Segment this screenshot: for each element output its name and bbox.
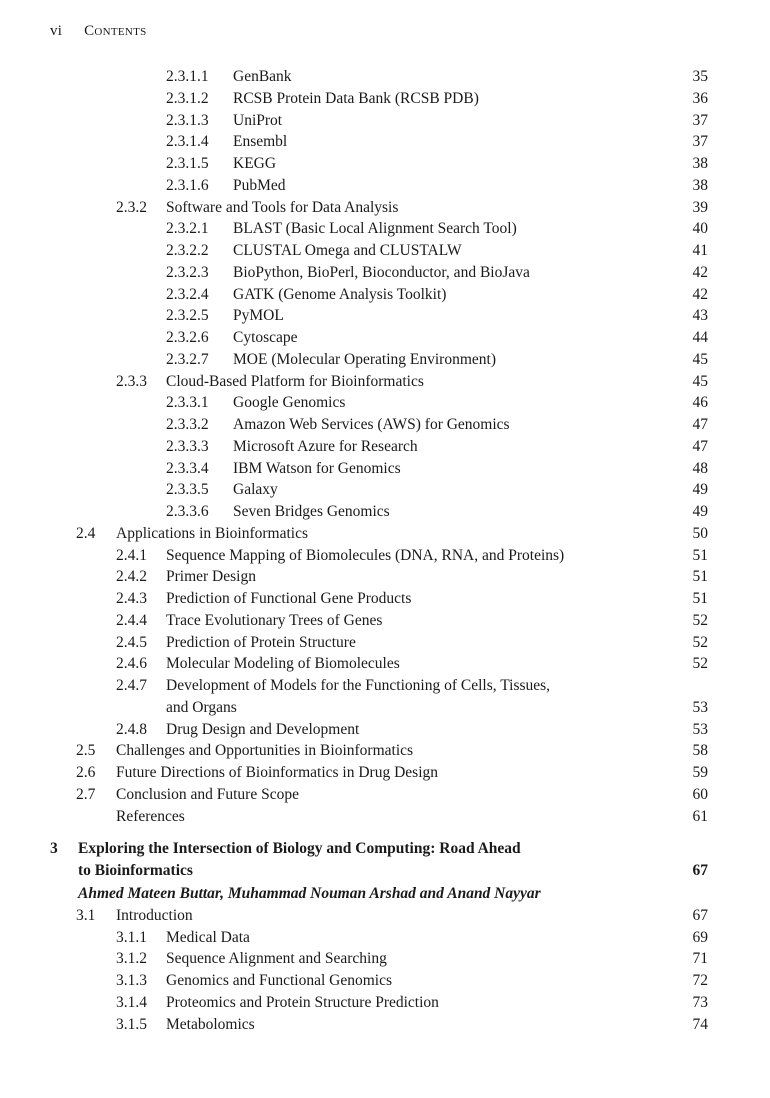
toc-entry-number: 2.4.5 <box>116 633 147 651</box>
toc-entry-title: Drug Design and Development <box>166 720 360 738</box>
toc-entry[interactable] <box>0 197 770 219</box>
toc-entry-number: 2.4.8 <box>116 720 147 738</box>
toc-entry-number: 2.3.3.6 <box>166 503 209 520</box>
toc-entry-title: Microsoft Azure for Research <box>233 437 418 455</box>
toc-entry-number: 2.3.2.7 <box>166 350 209 368</box>
toc-entry-page: 35 <box>692 68 708 85</box>
toc-chapter-3-heading[interactable] <box>0 838 770 860</box>
running-head <box>50 23 147 40</box>
running-head-title: Contents <box>84 23 147 39</box>
toc-entry[interactable] <box>0 110 770 132</box>
toc-entry-title: PyMOL <box>233 307 284 325</box>
toc-entry-title: Future Directions of Bioinformatics in Drug Design <box>116 764 439 781</box>
toc-entry-number: 2.3.1.4 <box>166 133 209 151</box>
toc-entry-number: 2.3.2.4 <box>166 285 209 303</box>
toc-entry-title: Galaxy <box>233 481 278 499</box>
toc-entry-page: 52 <box>692 655 708 673</box>
toc-entry[interactable] <box>0 632 770 654</box>
toc-entry-title: CLUSTAL Omega and CLUSTALW <box>233 242 462 259</box>
toc-entry-number: 2.3.3.2 <box>166 416 209 433</box>
toc-entry-page: 51 <box>692 546 708 564</box>
toc-entry[interactable] <box>0 948 770 970</box>
toc-entry[interactable] <box>0 153 770 175</box>
toc-entry[interactable] <box>0 240 770 262</box>
toc-entry[interactable] <box>0 523 770 545</box>
toc-entry[interactable] <box>0 905 770 927</box>
toc-entry[interactable] <box>0 262 770 284</box>
toc-entry[interactable] <box>0 697 770 719</box>
chapter-title-line-2: to Bioinformatics <box>78 862 193 879</box>
toc-entry-page: 73 <box>692 993 708 1011</box>
toc-entry-number: 2.3.3.5 <box>166 481 209 499</box>
toc-entry-page: 61 <box>692 807 708 825</box>
toc-entry-page: 37 <box>692 133 708 151</box>
toc-entry-page: 67 <box>692 906 708 924</box>
toc-entry-number: 2.3.1.5 <box>166 155 209 172</box>
chapter-title-line-1: Exploring the Intersection of Biology and Computing: Road Ahead <box>78 840 521 858</box>
toc-entry[interactable] <box>0 371 770 393</box>
toc-entry[interactable] <box>0 66 770 88</box>
toc-entry-title: Trace Evolutionary Trees of Genes <box>166 611 383 629</box>
toc-entry[interactable] <box>0 436 770 458</box>
toc-entry-page: 53 <box>692 720 708 738</box>
toc-entry-page: 38 <box>692 176 708 194</box>
toc-entry-page: 60 <box>692 785 708 803</box>
toc-entry-number: 2.4.2 <box>116 568 147 586</box>
toc-entry-number: 3.1.5 <box>116 1015 147 1033</box>
toc-entry-number: 2.6 <box>76 764 96 781</box>
toc-entry-number: 2.4.7 <box>116 677 147 694</box>
toc-entry-title: Cloud-Based Platform for Bioinformatics <box>166 372 424 390</box>
toc-entry-page: 38 <box>692 155 708 172</box>
toc-entry-number: 2.3.2.5 <box>166 307 209 325</box>
toc-entry-title: IBM Watson for Genomics <box>233 459 401 477</box>
toc-entry-title: PubMed <box>233 176 286 194</box>
toc-entry-page: 45 <box>692 372 708 390</box>
toc-entry[interactable] <box>0 545 770 567</box>
toc-entry-title: Development of Models for the Functioning of Cells, Tissues, <box>166 677 551 694</box>
toc-entry-title: GenBank <box>233 68 292 85</box>
toc-entry-number: 2.4 <box>76 524 96 542</box>
toc-entry-title: Sequence Mapping of Biomolecules (DNA, RNA, and Proteins) <box>166 546 565 564</box>
page-number: vi <box>50 23 63 39</box>
toc-entry-page: 49 <box>692 481 708 499</box>
toc-entry[interactable] <box>0 588 770 610</box>
toc-entry-number: 2.4.6 <box>116 655 147 673</box>
toc-entry-title: Sequence Alignment and Searching <box>166 950 387 968</box>
toc-entry[interactable] <box>0 740 770 762</box>
toc-entry[interactable] <box>0 392 770 414</box>
toc-entry-title: Applications in Bioinformatics <box>116 524 309 542</box>
toc-entry-page: 41 <box>692 242 708 259</box>
toc-entry[interactable] <box>0 762 770 784</box>
toc-entry-number: 2.3.1.3 <box>166 111 209 129</box>
toc-entry-number: 2.4.1 <box>116 546 147 564</box>
toc-entry-number: 3.1.2 <box>116 950 147 968</box>
toc-entry-title: BioPython, BioPerl, Bioconductor, and BioJava <box>233 263 530 281</box>
toc-entry-title: Primer Design <box>166 568 256 586</box>
toc-entry[interactable] <box>0 970 770 992</box>
toc-entry-page: 52 <box>692 611 708 629</box>
toc-entry[interactable] <box>0 653 770 675</box>
toc-entry-number: 2.7 <box>76 785 96 803</box>
toc-entry-title: MOE (Molecular Operating Environment) <box>233 350 496 368</box>
toc-entry[interactable] <box>0 414 770 436</box>
toc-entry[interactable] <box>0 218 770 240</box>
toc-entry-title: KEGG <box>233 155 277 172</box>
toc-entry-number: 2.3.2.2 <box>166 242 209 259</box>
toc-entry[interactable] <box>0 349 770 371</box>
toc-entry-number: 3.1 <box>76 906 96 924</box>
toc-entry-title: References <box>116 807 185 825</box>
toc-entry-page: 42 <box>692 285 708 303</box>
toc-entry[interactable] <box>0 927 770 949</box>
toc-entry-number: 2.3.2 <box>116 198 147 216</box>
toc-entry-title: GATK (Genome Analysis Toolkit) <box>233 285 447 303</box>
toc-entry-title: Introduction <box>116 906 193 924</box>
toc-entry[interactable] <box>0 992 770 1014</box>
toc-entry[interactable] <box>0 719 770 741</box>
toc-entry-number: 2.3.2.1 <box>166 220 209 238</box>
toc-entry-number: 2.3.3 <box>116 372 147 390</box>
toc-section-chapter-2 <box>0 66 770 827</box>
toc-entry[interactable] <box>0 327 770 349</box>
table-of-contents <box>0 66 770 1035</box>
chapter-page: 67 <box>692 862 708 879</box>
toc-entry-page: 48 <box>692 459 708 477</box>
toc-entry[interactable] <box>0 479 770 501</box>
toc-entry-page: 58 <box>692 742 708 760</box>
toc-entry-page: 37 <box>692 111 708 129</box>
toc-entry-number: 3.1.1 <box>116 928 147 946</box>
toc-entry-page: 51 <box>692 590 708 607</box>
toc-entry-number: 2.3.1.1 <box>166 68 209 85</box>
toc-entry-number: 2.3.1.2 <box>166 89 209 107</box>
toc-entry-page: 59 <box>692 764 708 781</box>
toc-entry-number: 2.5 <box>76 742 96 760</box>
toc-entry-page: 47 <box>692 416 708 433</box>
toc-entry-page: 71 <box>692 950 708 968</box>
toc-entry-page: 72 <box>692 972 708 989</box>
toc-entry-title: Challenges and Opportunities in Bioinformatics <box>116 742 414 760</box>
toc-entry-page: 42 <box>692 263 708 281</box>
toc-entry-title: Metabolomics <box>166 1015 255 1033</box>
toc-entry-page: 43 <box>692 307 708 325</box>
toc-entry-title: Prediction of Functional Gene Products <box>166 590 412 607</box>
toc-entry-title: Genomics and Functional Genomics <box>166 972 392 989</box>
toc-entry-title: Prediction of Protein Structure <box>166 633 356 651</box>
toc-entry-number: 3.1.4 <box>116 993 147 1011</box>
toc-entry-title: Conclusion and Future Scope <box>116 785 299 803</box>
authors-text: Ahmed Mateen Buttar, Muhammad Nouman Arshad and Anand Nayyar <box>78 884 541 902</box>
toc-entry-number: 2.3.2.3 <box>166 263 209 281</box>
toc-entry-number: 2.4.4 <box>116 611 147 629</box>
toc-entry-page: 53 <box>692 698 708 716</box>
toc-entry-title: UniProt <box>233 111 283 129</box>
toc-entry[interactable] <box>0 284 770 306</box>
toc-entry[interactable] <box>0 175 770 197</box>
toc-entry-page: 39 <box>692 198 708 216</box>
toc-entry-title: Medical Data <box>166 928 250 946</box>
toc-entry-page: 50 <box>692 524 708 542</box>
toc-entry[interactable] <box>0 566 770 588</box>
toc-entry-number: 2.4.3 <box>116 590 147 607</box>
chapter-number: 3 <box>50 840 58 858</box>
toc-entry-number: 2.3.1.6 <box>166 176 209 194</box>
toc-entry-number: 2.3.3.4 <box>166 459 209 477</box>
toc-entry-number: 3.1.3 <box>116 972 147 989</box>
toc-entry-page: 49 <box>692 503 708 520</box>
toc-entry-number: 2.3.2.6 <box>166 329 209 346</box>
toc-entry-page: 51 <box>692 568 708 586</box>
toc-entry-page: 36 <box>692 89 708 107</box>
toc-entry-title: Ensembl <box>233 133 288 151</box>
toc-entry[interactable] <box>0 784 770 806</box>
toc-entry-page: 52 <box>692 633 708 651</box>
toc-entry-title: Software and Tools for Data Analysis <box>166 198 399 216</box>
toc-entry-page: 45 <box>692 350 708 368</box>
toc-entry[interactable] <box>0 131 770 153</box>
chapter-gap <box>0 827 770 838</box>
toc-entry[interactable] <box>0 1014 770 1036</box>
toc-entry[interactable] <box>0 305 770 327</box>
toc-entry-title: Cytoscape <box>233 329 298 346</box>
toc-entry[interactable] <box>0 610 770 632</box>
toc-entry-title: Molecular Modeling of Biomolecules <box>166 655 400 673</box>
toc-section-chapter-3 <box>0 905 770 1036</box>
toc-entry-page: 74 <box>692 1015 708 1033</box>
toc-entry-title: Amazon Web Services (AWS) for Genomics <box>233 416 510 433</box>
toc-entry-title: and Organs <box>166 698 237 716</box>
chapter-authors <box>0 882 770 905</box>
toc-entry[interactable] <box>0 501 770 523</box>
toc-entry[interactable] <box>0 458 770 480</box>
toc-entry-page: 44 <box>692 329 708 346</box>
toc-entry[interactable] <box>0 88 770 110</box>
toc-entry-page: 46 <box>692 394 708 412</box>
toc-entry-page: 47 <box>692 437 708 455</box>
toc-entry-page: 69 <box>692 928 708 946</box>
toc-entry-number: 2.3.3.1 <box>166 394 209 412</box>
toc-entry-title: BLAST (Basic Local Alignment Search Tool) <box>233 220 517 238</box>
toc-entry-title: Google Genomics <box>233 394 346 412</box>
toc-entry-number: 2.3.3.3 <box>166 437 209 455</box>
toc-chapter-3-heading-cont[interactable] <box>0 860 770 882</box>
toc-entry-title: RCSB Protein Data Bank (RCSB PDB) <box>233 89 479 107</box>
toc-entry-title: Proteomics and Protein Structure Prediction <box>166 993 439 1011</box>
toc-entry[interactable] <box>0 806 770 828</box>
toc-entry-page: 40 <box>692 220 708 238</box>
toc-entry-title: Seven Bridges Genomics <box>233 503 390 520</box>
toc-entry[interactable] <box>0 675 770 697</box>
